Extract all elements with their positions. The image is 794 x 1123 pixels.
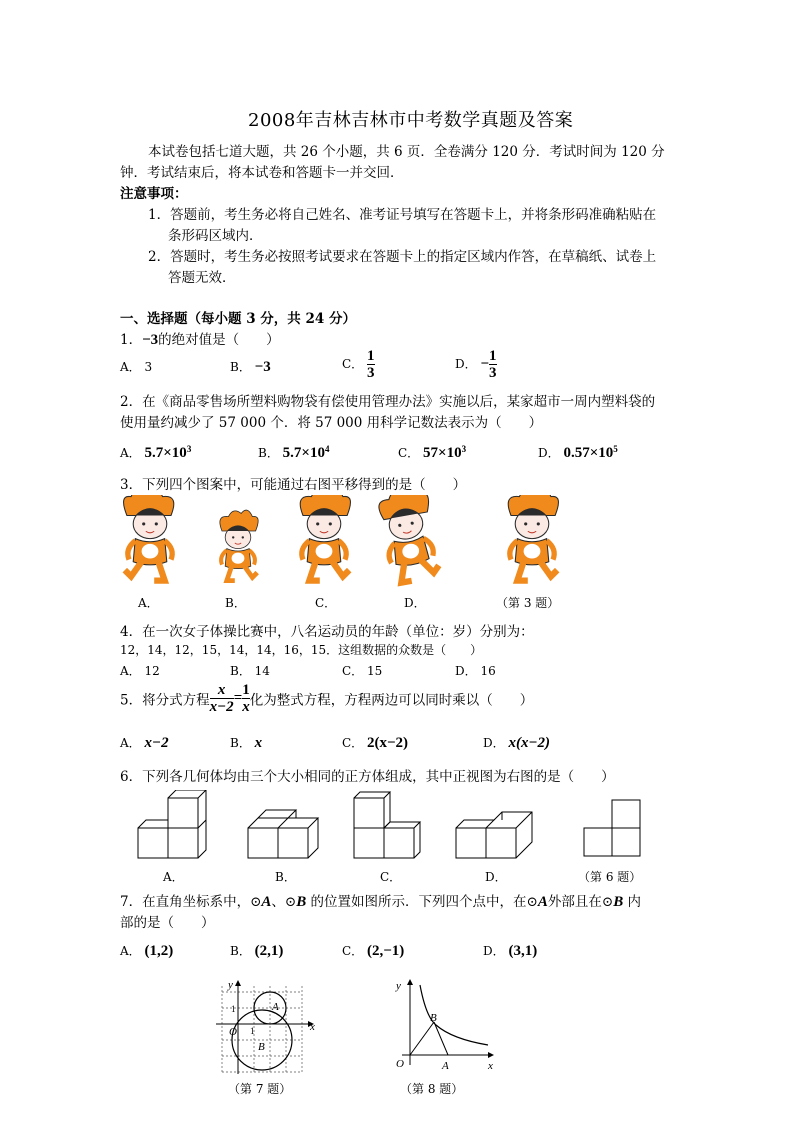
- q1-option-b: B． −3: [230, 359, 271, 375]
- q6-label-c: C．: [380, 870, 402, 884]
- note-1-line-1: 1．答题前，考生务必将自己姓名、准考证号填写在答题卡上，并将条形码准确粘贴在: [148, 207, 657, 223]
- q3-mascot-figures: [110, 495, 580, 595]
- question-1: 1．−3的绝对值是（ ）: [120, 332, 280, 348]
- q5-option-b: B． x: [230, 735, 263, 751]
- q1-option-a: A． 3: [120, 360, 153, 374]
- intro-line-2: 钟．考试结束后，将本试卷和答题卡一并交回．: [120, 165, 404, 181]
- fig7-point-a-label: A: [272, 1001, 279, 1013]
- q6-label-d: D．: [485, 870, 507, 884]
- q2-option-d: D． $0.57\times 10^5$: [538, 444, 618, 461]
- note-1-line-2: 条形码区域内．: [168, 228, 263, 244]
- q7-option-a: A． (1,2): [120, 943, 174, 959]
- intro-line-1: 本试卷包括七道大题，共 26 个小题，共 6 页．全卷满分 120 分．考试时间为 120 分: [148, 144, 665, 160]
- q6-figure-c: [354, 792, 420, 858]
- figure-7-caption: （第 7 题）: [228, 1082, 292, 1096]
- q5-option-a: A． x−2: [120, 735, 169, 751]
- q6-figure-b: [248, 810, 318, 858]
- q6-figure-d: [456, 812, 532, 858]
- page-title: 2008年吉林吉林市中考数学真题及答案: [248, 110, 574, 131]
- question-7-line-1: 7．在直角坐标系中，⊙A、⊙B 的位置如图所示．下列四个点中，在⊙A外部且在⊙B 内: [120, 894, 641, 910]
- fig7-unit-y: 1: [231, 1004, 236, 1014]
- fig8-y-label: y: [396, 980, 401, 992]
- mascot-reference-icon: [508, 495, 558, 581]
- figure-8-caption: （第 8 题）: [400, 1082, 464, 1096]
- question-5: 5．将分式方程 $\frac{x}{x-2}$ = $\frac{1}{x}$ 化为整式方程，方程两边可以同时乘以（ ）: [120, 682, 534, 715]
- question-3: 3．下列四个图案中，可能通过右图平移得到的是（ ）: [120, 477, 467, 493]
- mascot-b-icon: [220, 510, 258, 581]
- q2-option-c: C． $57\times 10^3$: [398, 444, 467, 461]
- fig7-origin-label: O: [229, 1026, 237, 1038]
- q7-option-c: C． (2,−1): [342, 943, 405, 959]
- fig8-origin-label: O: [396, 1058, 404, 1070]
- fig7-unit-x: 1: [250, 1026, 255, 1036]
- figure-7-circles: [212, 978, 322, 1078]
- q6-figure-a: [138, 790, 206, 858]
- section-1-heading: 一、选择题（每小题 3 分，共 24 分）: [120, 311, 356, 327]
- q6-cube-figures: [130, 790, 650, 865]
- q6-label-a: A．: [163, 870, 184, 884]
- q3-label-a: A．: [138, 596, 159, 610]
- fig8-point-a-label: A: [442, 1060, 449, 1072]
- fig7-x-label: x: [310, 1021, 315, 1033]
- note-2-line-2: 答题无效．: [168, 270, 236, 286]
- question-4-line-2: 12，14，12，15，14，14，16，15．这组数据的众数是（ ）: [120, 643, 483, 657]
- fig7-point-b-label: B: [258, 1041, 265, 1053]
- q7-option-b: B． (2,1): [230, 943, 284, 959]
- question-6: 6．下列各几何体均由三个大小相同的正方体组成，其中正视图为右图的是（ ）: [120, 769, 615, 785]
- fig8-x-label: x: [488, 1060, 493, 1072]
- q1-option-d: D． − $\frac{1}{3}$: [455, 348, 497, 381]
- question-2-line-2: 使用量约减少了 57 000 个．将 57 000 用科学记数法表示为（ ）: [120, 415, 543, 431]
- q6-label-b: B．: [275, 870, 296, 884]
- question-2-line-1: 2．在《商品零售场所塑料购物袋有偿使用管理办法》实施以后，某家超市一周内塑料袋的: [120, 394, 656, 410]
- q4-option-b: B． 14: [230, 664, 270, 678]
- q3-label-c: C．: [315, 596, 337, 610]
- q3-label-b: B．: [225, 596, 246, 610]
- question-4-line-1: 4．在一次女子体操比赛中，八名运动员的年龄（单位：岁）分别为：: [120, 624, 534, 640]
- note-2-line-1: 2．答题时，考生务必按照考试要求在答题卡上的指定区域内作答，在草稿纸、试卷上: [148, 249, 657, 265]
- q4-option-d: D． 16: [455, 664, 496, 678]
- q5-option-c: C． 2(x−2): [342, 735, 409, 751]
- question-7-line-2: 部的是（ ）: [120, 915, 215, 931]
- figure-8-hyperbola: [390, 975, 500, 1075]
- fig7-y-label: y: [228, 979, 233, 991]
- mascot-c-icon: [300, 495, 350, 581]
- q1-option-c: C． $\frac{1}{3}$: [342, 348, 375, 381]
- q6-reference-view: [584, 800, 640, 856]
- q3-caption: （第 3 题）: [496, 596, 560, 610]
- mascot-a-icon: [124, 495, 174, 581]
- mascot-d-icon: [376, 495, 442, 584]
- q5-option-d: D． x(x−2): [483, 735, 551, 751]
- q4-option-a: A． 12: [120, 664, 160, 678]
- notes-heading: 注意事项：: [120, 186, 188, 202]
- q4-option-c: C． 15: [342, 664, 383, 678]
- fig8-point-b-label: B: [430, 1012, 437, 1024]
- q7-option-d: D． (3,1): [483, 943, 538, 959]
- q2-option-b: B． $5.7\times 10^4$: [258, 444, 330, 461]
- q3-label-d: D．: [404, 596, 426, 610]
- q6-caption: （第 6 题）: [578, 870, 642, 884]
- q2-option-a: A． $5.7\times 10^3$: [120, 444, 192, 461]
